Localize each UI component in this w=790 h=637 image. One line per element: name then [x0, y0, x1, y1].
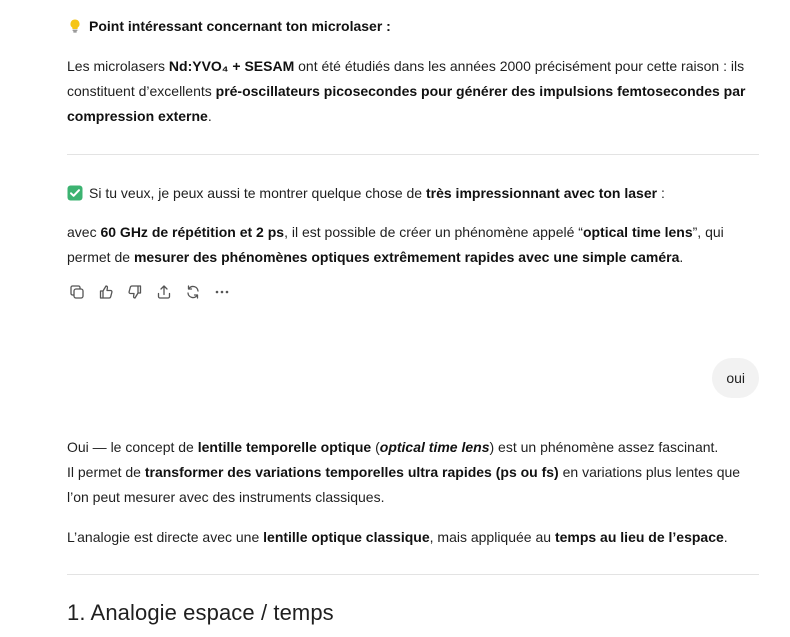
user-message-text: oui [726, 370, 745, 386]
share-icon [156, 284, 172, 300]
share-button[interactable] [154, 282, 174, 302]
regenerate-button[interactable] [183, 282, 203, 302]
divider [67, 574, 759, 575]
thumbs-down-icon [127, 284, 143, 300]
regenerate-icon [185, 284, 201, 300]
copy-button[interactable] [67, 282, 87, 302]
message-actions [67, 282, 232, 302]
thumbs-down-button[interactable] [125, 282, 145, 302]
more-icon [214, 284, 230, 300]
lightbulb-icon [67, 17, 83, 33]
tip-title: Point intéressant concernant ton microlaser : [67, 14, 759, 39]
divider [67, 154, 759, 155]
checkmark-icon [67, 184, 83, 200]
thumbs-up-icon [98, 284, 114, 300]
more-button[interactable] [212, 282, 232, 302]
section-heading: 1. Analogie espace / temps [67, 600, 334, 625]
offer-line: Si tu veux, je peux aussi te montrer quelque chose de très impressionnant avec ton laser : [67, 181, 759, 206]
tip-paragraph: Les microlasers Nd:YVO₄ + SESAM ont été étudiés dans les années 2000 précisément pour cette raison : ils constituent d’excellents pré-oscillateurs picosecondes pour générer des impulsions femtosecondes par compression externe. [67, 58, 746, 124]
thumbs-up-button[interactable] [96, 282, 116, 302]
copy-icon [69, 284, 85, 300]
offer-paragraph: avec 60 GHz de répétition et 2 ps, il est possible de créer un phénomène appelé “optical time lens”, qui permet de mesurer des phénomènes optiques extrêmement rapides avec une simple caméra. [67, 224, 724, 265]
answer-paragraph: Oui — le concept de lentille temporelle optique (optical time lens) est un phénomène assez fascinant. Il permet de transformer des variations temporelles ultra rapides (ps ou fs) en variations plus lentes que l’on peut mesurer avec des instruments classiques. [67, 439, 741, 505]
user-message-bubble [712, 358, 759, 398]
answer-analogy: L’analogie est directe avec une lentille optique classique, mais appliquée au temps au lieu de l’espace. [67, 529, 728, 545]
